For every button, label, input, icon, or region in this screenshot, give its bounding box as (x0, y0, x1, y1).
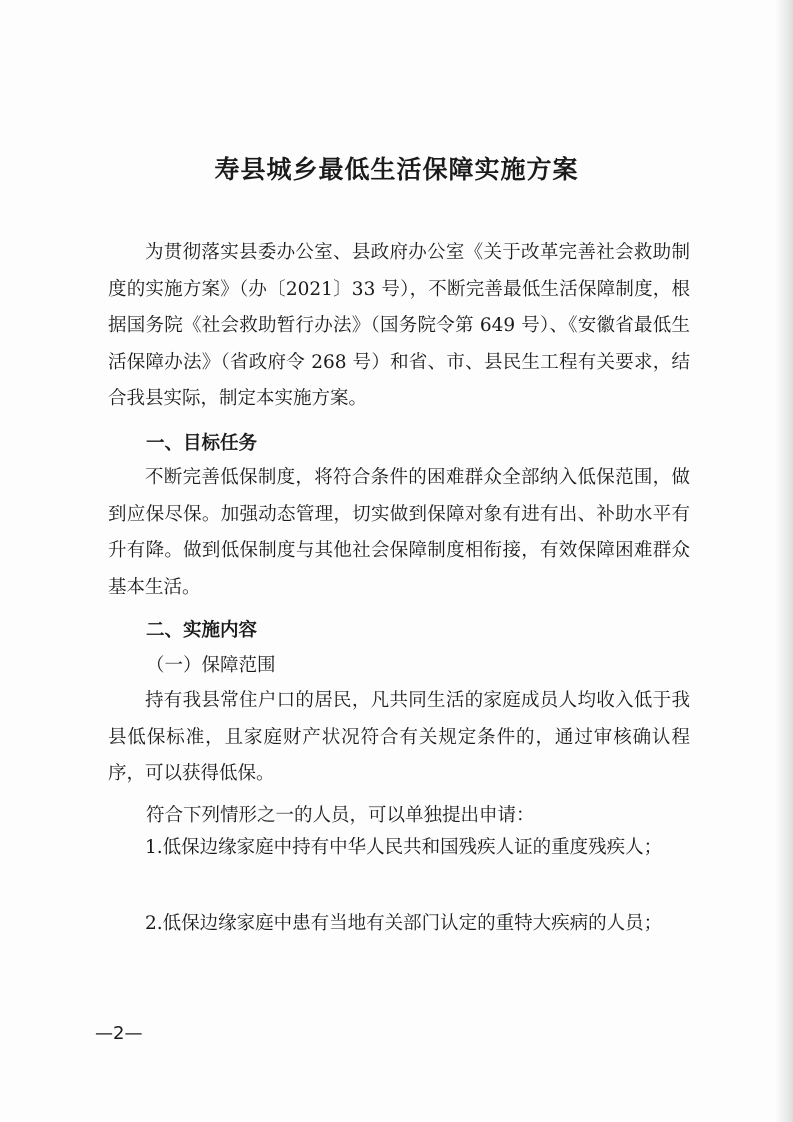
document-title: 寿县城乡最低生活保障实施方案 (214, 155, 579, 184)
individual-apply-intro: 符合下列情形之一的人员，可以单独提出申请： (146, 805, 535, 826)
scope-paragraph: 持有我县常住户口的居民，凡共同生活的家庭成员人均收入低于我县低保标准，且家庭财产状况符合有关规定条件的，通过审核确认程序，可以获得低保。 (108, 690, 690, 784)
intro-paragraph: 为贯彻落实县委办公室、县政府办公室《关于改革完善社会救助制度的实施方案》（办〔2021〕33 号），不断完善最低生活保障制度，根据国务院《社会救助暂行办法》（国务院令第 649 号）、《安徽省最低生活保障办法》（省政府令 268 号）和省、市、县民生工程有关要求，结合我县实际，制定本实施方案。 (108, 242, 690, 409)
list-item-2: 2.低保边缘家庭中患有当地有关部门认定的重特大疾病的人员； (145, 913, 663, 934)
section-heading-objectives: 一、目标任务 (146, 433, 258, 454)
page-number: —2— (95, 1023, 143, 1044)
section-heading-content: 二、实施内容 (146, 620, 258, 641)
subsection-heading-scope: （一）保障范围 (146, 655, 276, 676)
list-item-1: 1.低保边缘家庭中持有中华人民共和国残疾人证的重度残疾人； (145, 837, 663, 858)
objectives-paragraph: 不断完善低保制度，将符合条件的困难群众全部纳入低保范围，做到应保尽保。加强动态管理，切实做到保障对象有进有出、补助水平有升有降。做到低保制度与其他社会保障制度相衔接，有效保障困难群众基本生活。 (108, 467, 690, 598)
